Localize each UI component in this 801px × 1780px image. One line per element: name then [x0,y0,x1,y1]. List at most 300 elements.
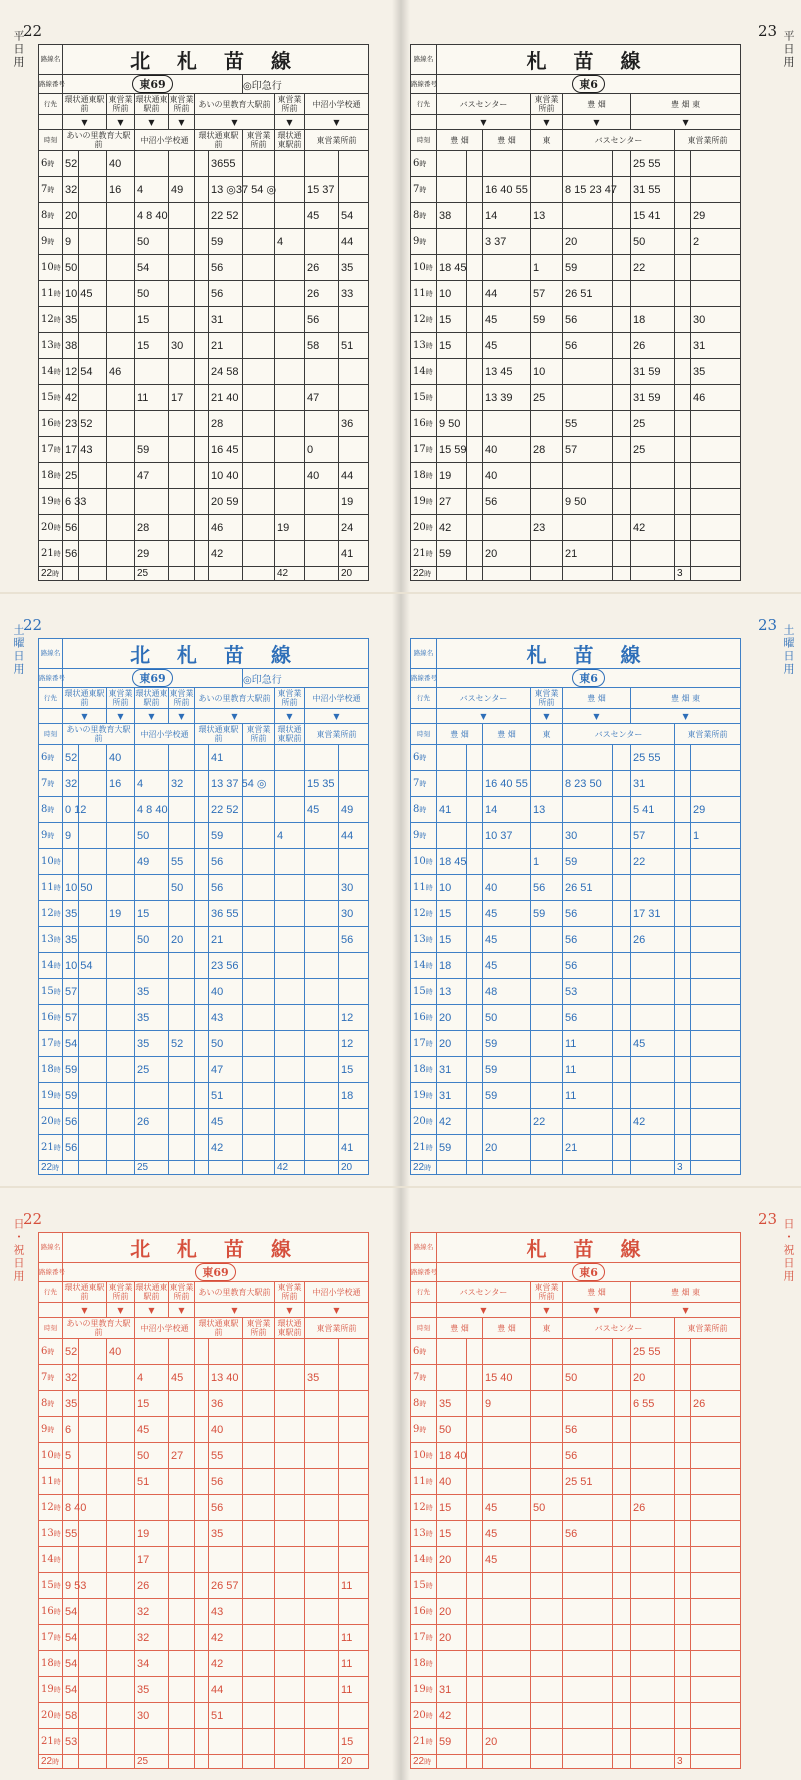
minute-cell [107,229,135,255]
minute-cell [675,1109,691,1135]
timetable-right [410,1232,741,1769]
minute-cell: 30 [169,333,195,359]
minute-cell [531,229,563,255]
minute-cell: 15 [135,1391,169,1417]
minute-cell [107,411,135,437]
minute-cell [275,1031,305,1057]
minute-cell [675,1005,691,1031]
minute-cell [195,567,209,581]
column-subheader: 環状通東駅前 [275,130,305,151]
minute-cell [243,1443,275,1469]
minute-cell: 19 [437,463,467,489]
minute-cell [275,255,305,281]
arrow-down-icon: ▼ [531,115,563,130]
minute-cell [305,927,339,953]
minute-cell: 51 [209,1083,243,1109]
minute-cell [531,463,563,489]
hour-cell: 17時 [39,437,63,463]
minute-cell [467,771,483,797]
minute-cell [243,1469,275,1495]
minute-cell: 17 43 [63,437,79,463]
minute-cell [107,463,135,489]
minute-cell [243,1161,275,1175]
route-name: 札 苗 線 [437,1233,741,1263]
hour-cell: 22時 [411,1755,437,1769]
minute-cell: 59 [437,541,467,567]
timetable-row [411,307,741,333]
minute-cell [483,567,531,581]
minute-cell: 40 [437,1469,467,1495]
minute-cell [195,1521,209,1547]
minute-cell: 59 [483,1083,531,1109]
minute-cell [675,1135,691,1161]
minute-cell: 25 55 [631,1339,675,1365]
page-number-right: 23 [758,1210,778,1228]
minute-cell [305,1161,339,1175]
minute-cell: 5 [63,1443,79,1469]
minute-cell [691,541,741,567]
hour-cell: 8時 [411,1391,437,1417]
hour-cell: 19時 [39,489,63,515]
minute-cell: 11 [339,1651,369,1677]
minute-cell: 25 55 [631,745,675,771]
minute-cell: 18 40 [437,1443,467,1469]
minute-cell [675,901,691,927]
minute-cell [613,203,631,229]
minute-cell [243,823,275,849]
minute-cell [195,203,209,229]
minute-cell [275,1005,305,1031]
minute-cell: 1 [531,255,563,281]
column-header: 東営業所前 [108,95,133,113]
minute-cell: 45 [483,307,531,333]
column-header: あいの里教育大駅前 [195,1282,275,1303]
minute-cell: 42 [631,515,675,541]
minute-cell: 45 [305,797,339,823]
minute-cell: 44 [483,281,531,307]
minute-cell [563,1547,613,1573]
minute-cell [107,1599,135,1625]
minute-cell [613,281,631,307]
minute-cell [467,1677,483,1703]
minute-cell: 25 [135,1057,169,1083]
minute-cell [107,1521,135,1547]
arrow-down-icon: ▼ [275,1303,305,1318]
minute-cell [613,489,631,515]
minute-cell: 42 [209,1625,243,1651]
minute-cell [467,1469,483,1495]
minute-cell [79,333,107,359]
minute-cell [243,1057,275,1083]
minute-cell [169,567,195,581]
hour-cell: 20時 [411,1109,437,1135]
minute-cell: 23 [531,515,563,541]
minute-cell [483,1599,531,1625]
day-label: 土曜日用 [782,624,795,676]
minute-cell [275,203,305,229]
minute-cell [209,1339,243,1365]
minute-cell [305,849,339,875]
timetable-rows [39,151,369,581]
hour-cell: 22時 [39,1161,63,1175]
minute-cell: 30 [135,1703,169,1729]
minute-cell: 15 [437,927,467,953]
minute-cell: 40 [209,979,243,1005]
column-header: 豊 畑 [563,1282,631,1303]
minute-cell: 56 [63,1109,79,1135]
minute-cell [275,1443,305,1469]
minute-cell [79,1031,107,1057]
route-number-badge: 東6 [437,75,741,94]
minute-cell [675,953,691,979]
minute-cell: 50 [169,875,195,901]
column-header: バスセンター [437,1282,531,1303]
timetable-rows [39,745,369,1175]
arrow-down-icon: ▼ [631,709,741,724]
minute-cell [195,1625,209,1651]
timetable-row [39,745,369,771]
minute-cell [209,567,243,581]
minute-cell [675,1599,691,1625]
minute-cell [675,385,691,411]
minute-cell: 33 [339,281,369,307]
minute-cell [613,771,631,797]
timetable-rows [411,1339,741,1769]
minute-cell [467,901,483,927]
minute-cell [305,1651,339,1677]
minute-cell [613,307,631,333]
minute-cell [675,1625,691,1651]
minute-cell [195,1547,209,1573]
hour-cell: 16時 [411,411,437,437]
minute-cell [675,797,691,823]
minute-cell: 2 [691,229,741,255]
minute-cell [613,1057,631,1083]
timetable-row [411,901,741,927]
hour-cell: 14時 [39,1547,63,1573]
minute-cell [79,1599,107,1625]
minute-cell: 31 59 [631,385,675,411]
minute-cell: 57 [631,823,675,849]
spread-holiday [0,1188,801,1780]
route-name: 札 苗 線 [437,639,741,669]
minute-cell [613,255,631,281]
minute-cell [675,541,691,567]
minute-cell [339,953,369,979]
hour-cell: 16時 [411,1599,437,1625]
minute-cell [613,1365,631,1391]
minute-cell: 15 35 [305,771,339,797]
minute-cell [675,281,691,307]
minute-cell: 59 [483,1031,531,1057]
minute-cell [531,745,563,771]
minute-cell: 56 [563,927,613,953]
column-subheader: 東 [531,724,563,745]
timetable-row [39,1625,369,1651]
column-header: 環状通東駅前 [64,689,105,707]
timetable-row [39,823,369,849]
minute-cell [79,307,107,333]
minute-cell [275,771,305,797]
minute-cell: 3655 [209,151,243,177]
timetable-row [39,1677,369,1703]
minute-cell [135,1083,169,1109]
minute-cell [107,1469,135,1495]
minute-cell: 40 [305,463,339,489]
minute-cell: 6 [63,1417,79,1443]
minute-cell [467,745,483,771]
minute-cell: 3 [675,1161,691,1175]
minute-cell: 18 45 [437,849,467,875]
minute-cell [631,489,675,515]
hour-cell: 22時 [411,1161,437,1175]
hour-cell: 22時 [39,1755,63,1769]
minute-cell: 56 [209,255,243,281]
minute-cell: 20 [483,541,531,567]
arrow-down-icon: ▼ [195,115,275,130]
minute-cell: 13 37 54 ◎ [209,771,243,797]
minute-cell: 21 [209,333,243,359]
minute-cell [243,1703,275,1729]
minute-cell [195,489,209,515]
minute-cell [339,1365,369,1391]
minute-cell: 10 [531,359,563,385]
minute-cell [107,1057,135,1083]
minute-cell [243,411,275,437]
hour-cell: 14時 [39,359,63,385]
hour-cell: 7時 [39,1365,63,1391]
minute-cell [613,567,631,581]
minute-cell [483,1625,531,1651]
minute-cell [467,1417,483,1443]
minute-cell: 20 [437,1625,467,1651]
minute-cell [467,1005,483,1031]
column-header: あいの里教育大駅前 [195,94,275,115]
minute-cell [135,875,169,901]
timetable-row [411,437,741,463]
minute-cell [691,1547,741,1573]
minute-cell [79,255,107,281]
minute-cell [79,1677,107,1703]
minute-cell: 32 [63,177,79,203]
column-subheader: 豊 畑 [437,130,483,151]
minute-cell [437,567,467,581]
minute-cell [531,1625,563,1651]
minute-cell: 29 [135,541,169,567]
minute-cell [107,281,135,307]
minute-cell: 25 55 [631,151,675,177]
minute-cell [339,359,369,385]
minute-cell: 30 [563,823,613,849]
minute-cell [243,359,275,385]
minute-cell [107,1755,135,1769]
minute-cell: 56 [563,307,613,333]
minute-cell [169,1391,195,1417]
minute-cell [169,1161,195,1175]
minute-cell: 42 [437,1703,467,1729]
hour-cell: 20時 [39,1703,63,1729]
minute-cell [275,1135,305,1161]
timetable-right [410,44,741,581]
timetable-row [411,463,741,489]
minute-cell: 24 58 [209,359,243,385]
minute-cell: 56 [483,489,531,515]
minute-cell [675,203,691,229]
hour-label: 時刻 [39,130,63,151]
minute-cell [243,333,275,359]
page-number-left: 22 [23,616,43,634]
minute-cell: 26 57 [209,1573,243,1599]
minute-cell [243,203,275,229]
column-header: 東営業所前 [169,95,194,113]
minute-cell: 59 [135,437,169,463]
minute-cell: 26 [305,281,339,307]
timetable-row [39,1703,369,1729]
minute-cell [243,567,275,581]
minute-cell: 3 [675,1755,691,1769]
column-header: あいの里教育大駅前 [195,688,275,709]
minute-cell [631,1417,675,1443]
minute-cell: 17 [169,385,195,411]
minute-cell: 56 [563,1443,613,1469]
timetable-row [39,385,369,411]
minute-cell [275,1599,305,1625]
hour-cell: 9時 [411,229,437,255]
minute-cell: 34 [135,1651,169,1677]
minute-cell [107,489,135,515]
minute-cell [467,1161,483,1175]
minute-cell [691,1109,741,1135]
minute-cell [243,1547,275,1573]
minute-cell: 42 [209,541,243,567]
minute-cell [195,281,209,307]
minute-cell [195,1495,209,1521]
minute-cell [531,1057,563,1083]
minute-cell [675,875,691,901]
arrow-down-icon: ▼ [63,709,107,724]
timetable-row [411,1083,741,1109]
hour-cell: 7時 [411,771,437,797]
column-header: 中沼小学校通 [305,94,369,115]
minute-cell [169,797,195,823]
page-number-left: 22 [23,22,43,40]
minute-cell: 43 [209,1599,243,1625]
minute-cell [305,151,339,177]
minute-cell: 44 [209,1677,243,1703]
timetable-row [411,541,741,567]
minute-cell [691,1417,741,1443]
minute-cell [691,979,741,1005]
minute-cell [305,1005,339,1031]
minute-cell: 51 [339,333,369,359]
minute-cell [195,771,209,797]
minute-cell [169,901,195,927]
minute-cell [531,1135,563,1161]
minute-cell: 1 [691,823,741,849]
minute-cell [675,927,691,953]
minute-cell [243,849,275,875]
minute-cell [243,1495,275,1521]
timetable-row [39,1391,369,1417]
hour-cell: 13時 [411,927,437,953]
minute-cell: 20 [63,203,79,229]
day-label: 日・祝日用 [782,1218,795,1283]
minute-cell [613,437,631,463]
column-header: バスセンター [437,94,531,115]
minute-cell [305,1469,339,1495]
minute-cell: 4 [135,1365,169,1391]
minute-cell [675,1083,691,1109]
minute-cell: 10 [437,875,467,901]
minute-cell [675,1651,691,1677]
hour-cell: 10時 [411,255,437,281]
minute-cell [79,1161,107,1175]
minute-cell: 25 [135,1755,169,1769]
minute-cell [275,1573,305,1599]
timetable-row [411,797,741,823]
minute-cell [467,979,483,1005]
timetable-row [411,1135,741,1161]
minute-cell: 22 52 [209,797,243,823]
column-subheader: 東営業所前 [243,130,275,151]
minute-cell [79,1625,107,1651]
minute-cell [613,1573,631,1599]
column-header: 東営業所前 [275,94,305,115]
minute-cell [691,1651,741,1677]
minute-cell [305,875,339,901]
minute-cell: 54 [63,1625,79,1651]
day-label: 平日用 [782,30,795,69]
minute-cell [613,1031,631,1057]
minute-cell [169,1729,195,1755]
minute-cell [169,411,195,437]
minute-cell [107,1495,135,1521]
hour-label: 時刻 [411,724,437,745]
timetable-row [39,901,369,927]
hour-cell: 22時 [411,567,437,581]
minute-cell [107,1573,135,1599]
minute-cell [467,1729,483,1755]
minute-cell [195,515,209,541]
minute-cell [305,979,339,1005]
timetable-row [39,797,369,823]
minute-cell [107,515,135,541]
minute-cell: 31 [631,771,675,797]
column-subheader: バスセンター [563,724,675,745]
minute-cell: 35 [135,1677,169,1703]
minute-cell [467,1755,483,1769]
column-header: 東営業所前 [531,94,563,115]
timetable-row [411,771,741,797]
minute-cell: 32 [63,771,79,797]
column-subheader: 東営業所前 [675,724,741,745]
timetable-row [39,1339,369,1365]
line-number-label: 路線番号 [39,75,63,94]
minute-cell [437,1651,467,1677]
minute-cell [691,1005,741,1031]
minute-cell: 22 [531,1109,563,1135]
hour-cell: 12時 [39,307,63,333]
minute-cell [79,849,107,875]
minute-cell [467,875,483,901]
column-subheader: 環状通東駅前 [275,1318,305,1339]
minute-cell: 25 51 [563,1469,613,1495]
arrow-down-icon: ▼ [631,115,741,130]
hour-cell: 12時 [411,307,437,333]
minute-cell [467,849,483,875]
minute-cell [243,541,275,567]
minute-cell [531,1083,563,1109]
